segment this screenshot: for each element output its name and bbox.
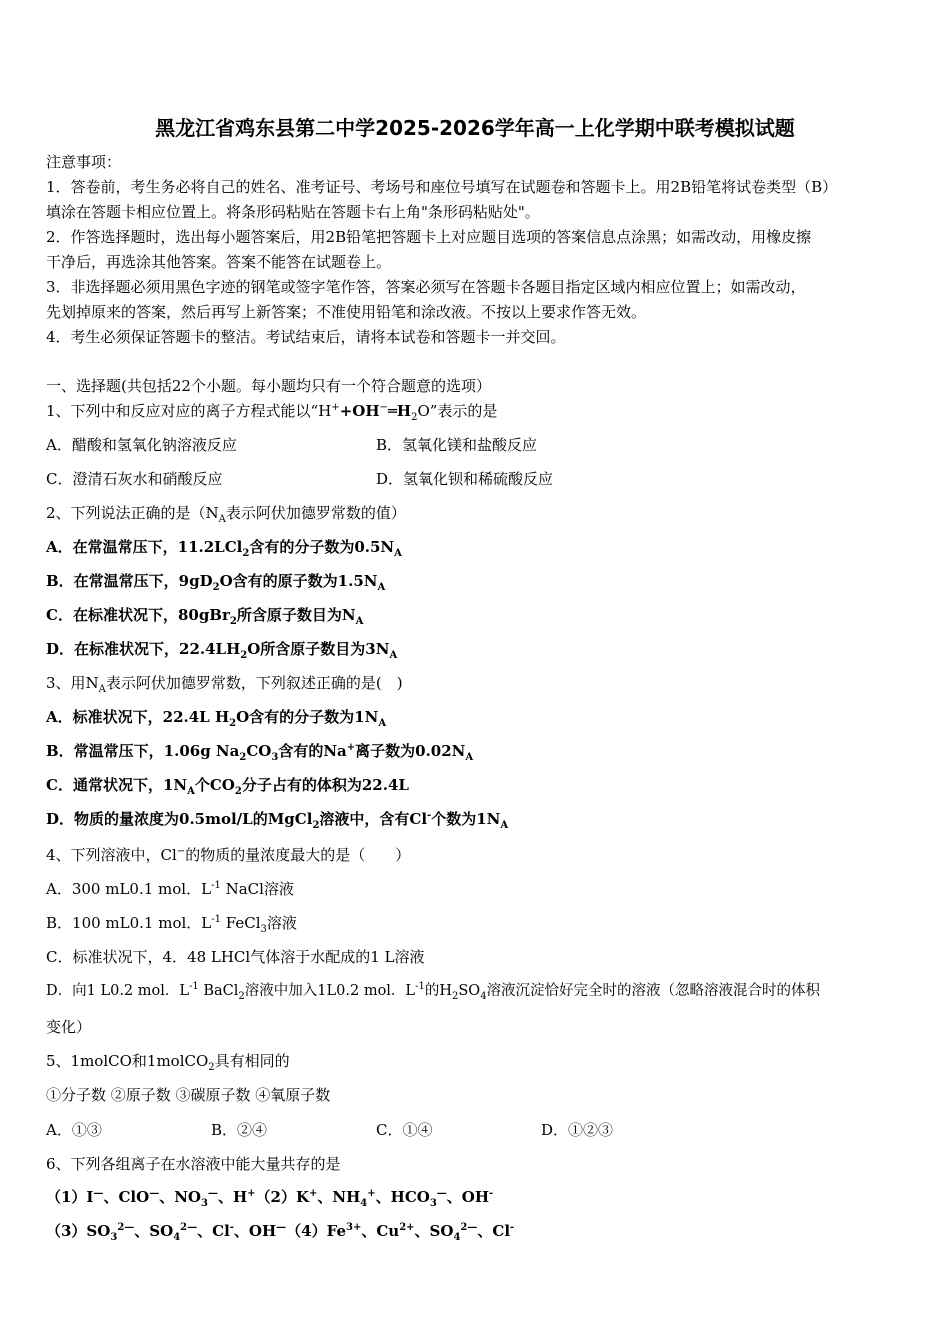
notice-line: 先划掉原来的答案，然后再写上新答案；不准使用铅笔和涂改液。不按以上要求作答无效。	[46, 303, 647, 321]
question-4-option-a: A．300 mL0.1 mol．$L^{-1}$ NaCl溶液	[46, 880, 294, 898]
question-1-option-a: A．醋酸和氢氧化钠溶液反应	[46, 436, 237, 454]
question-2-option-d: D．在标准状况下，$22.4LH_2O$所含原子数目为$3N_A$	[46, 640, 398, 661]
question-2-option-c: C．在标准状况下，80gBr$_2$所含原子数目为$N_A$	[46, 606, 364, 627]
question-3-stem: 3、用$N_A$表示阿伏加德罗常数，下列叙述正确的是( )	[46, 674, 403, 695]
question-5-option-a: A．①③	[46, 1121, 102, 1139]
notice-line: 2．作答选择题时，选出每小题答案后，用2B铅笔把答题卡上对应题目选项的答案信息点涂黑；如需改动，用橡皮擦	[46, 228, 812, 246]
question-5-option-b: B．②④	[211, 1121, 268, 1139]
question-1-option-d: D．氢氧化钡和稀硫酸反应	[376, 470, 554, 488]
question-4-option-d: D．向1 L0.2 mol．$L^{-1}$ BaCl$_2$溶液中加入1L0.2 mol．$L^{-1}$的$H_2SO_4$溶液沉淀恰好完全时的溶液（忽略溶液混合时的体积	[46, 981, 821, 1002]
question-4-option-b: B．100 mL0.1 mol．$L^{-1}$ FeCl$_3$溶液	[46, 914, 297, 935]
question-3-option-c: C．通常状况下，$1N_A$个$CO_2$分子占有的体积为22.4L	[46, 776, 409, 797]
question-1-option-c: C．澄清石灰水和硝酸反应	[46, 470, 223, 488]
question-1-stem: 1、下列中和反应对应的离子方程式能以“$H^++OH^-═H_2O$”表示的是	[46, 402, 498, 423]
question-6-stem: 6、下列各组离子在水溶液中能大量共存的是	[46, 1155, 341, 1173]
notice-line: 填涂在答题卡相应位置上。将条形码粘贴在答题卡右上角"条形码粘贴处"。	[46, 203, 540, 221]
question-1-option-b: B．氢氧化镁和盐酸反应	[376, 436, 538, 454]
notice-line: 1．答卷前，考生务必将自己的姓名、准考证号、考场号和座位号填写在试题卷和答题卡上。用2B铅笔将试卷类型（B）	[46, 178, 838, 196]
question-6-line-2: $(3)SO_3^{2—}$、$SO_4^{2—}$、Cl-、$OH^—(4)Fe^{3+}$、$Cu^{2+}$、$SO_4^{2—}$、Cl-	[46, 1222, 515, 1243]
question-2-option-a: A．在常温常压下，11.2LCl$_2$含有的分子数为$0.5N_A$	[46, 538, 402, 559]
question-3-option-b: B．常温常压下，1.06g $Na_2CO_3$含有的Na+离子数为$0.02N_A$	[46, 742, 474, 763]
question-5-option-c: C．①④	[376, 1121, 433, 1139]
question-4-stem: 4、下列溶液中，Cl−的物质的量浓度最大的是（ ）	[46, 846, 411, 864]
question-3-option-a: A．标准状况下，22.4L $H_2O$含有的分子数为$1N_A$	[46, 708, 387, 729]
notice-line: 4．考生必须保证答题卡的整洁。考试结束后，请将本试卷和答题卡一并交回。	[46, 328, 566, 346]
question-4-option-c: C．标准状况下，4．48 LHCl气体溶于水配成的1 L溶液	[46, 948, 425, 966]
section-heading: 一、选择题(共包括22个小题。每小题均只有一个符合题意的选项）	[46, 377, 491, 395]
question-4-option-d-continued: 变化）	[46, 1018, 92, 1036]
notice-line: 干净后，再选涂其他答案。答案不能答在试题卷上。	[46, 253, 392, 271]
question-5-items: ①分子数 ②原子数 ③碳原子数 ④氧原子数	[46, 1086, 331, 1104]
question-5-stem: 5、1molCO和1molCO$_2$具有相同的	[46, 1052, 290, 1073]
notice-line: 3．非选择题必须用黑色字迹的钢笔或签字笔作答，答案必须写在答题卡各题目指定区域内相应位置上；如需改动，	[46, 278, 806, 296]
page-title: 黑龙江省鸡东县第二中学2025-2026学年高一上化学期中联考模拟试题	[155, 116, 795, 140]
question-2-option-b: B．在常温常压下，$9gD_2O$含有的原子数为$1.5N_A$	[46, 572, 386, 593]
question-6-line-1: （1）I—、ClO—、$NO_3^—$、H+（2）K+、$NH_4^+$、$HCO_3^—$、OH-	[46, 1188, 494, 1209]
question-3-option-d: D．物质的量浓度为0.5mol/L的MgCl$_2$溶液中，含有Cl-个数为$1N_A$	[46, 810, 509, 831]
question-2-stem: 2、下列说法正确的是（$N_A$表示阿伏加德罗常数的值）	[46, 504, 406, 525]
question-5-option-d: D．①②③	[541, 1121, 614, 1139]
notice-heading: 注意事项：	[46, 153, 122, 171]
